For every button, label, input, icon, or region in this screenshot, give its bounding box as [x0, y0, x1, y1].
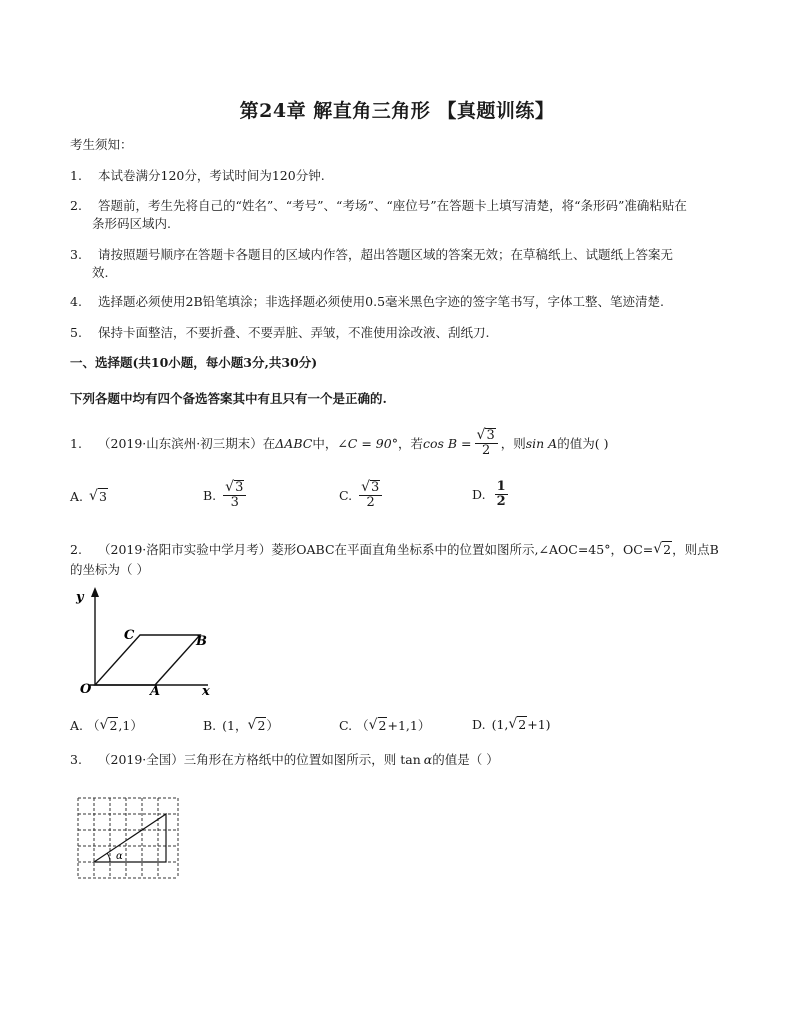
- point-c-label: C: [124, 628, 135, 643]
- notice-item-2-cont: 条形码区域内.: [92, 216, 171, 231]
- question-2-cont: 的坐标为（ ）: [70, 562, 149, 577]
- rhombus-coordinate-figure: [70, 585, 220, 697]
- q1-option-c: C. √ 3 2: [339, 480, 385, 511]
- notice-item-2: 2. 答题前，考生先将自己的“姓名”、“考号”、“考场”、“座位号”在答题卡上填写清楚，将“条形码”准确粘贴在: [70, 198, 687, 213]
- question-3: 3. （2019·全国）三角形在方格纸中的位置如图所示，则 tan α 的值是（ ）: [70, 751, 499, 767]
- notice-item-3-cont: 效.: [92, 265, 109, 280]
- point-o-label: O: [80, 682, 92, 697]
- q2-option-b: B. (1， √ 2 ）: [203, 717, 279, 733]
- notice-item-5: 5. 保持卡面整洁，不要折叠、不要弄脏、弄皱，不准使用涂改液、刮纸刀.: [70, 325, 490, 340]
- q2-option-c: C. （ √ 2 +1,1）: [339, 717, 431, 733]
- x-axis-label: x: [202, 684, 210, 697]
- notice-heading: 考生须知：: [70, 137, 133, 152]
- y-axis-label: y: [76, 590, 84, 605]
- q1-option-d: D. $\frac{1}{2}$: [472, 479, 506, 510]
- question-2: 2. （2019·洛阳市实验中学月考）菱形OABC在平面直角坐标系中的位置如图所示,∠AOC=45°，OC= √ 2 ，则点B: [70, 541, 719, 557]
- notice-item-1: 1. 本试卷满分120分，考试时间为120分钟.: [70, 168, 325, 183]
- question-1: 1. （2019·山东滨州·初三期末）在 ΔABC 中， ∠C = 90° ，若 cos B = √ 3 2 ，则 sin A 的值为( ): [70, 427, 609, 459]
- triangle: [94, 814, 166, 862]
- grid-triangle-figure: [76, 796, 182, 882]
- section-heading: 一、选择题(共10小题，每小题3分,共30分): [70, 355, 318, 370]
- point-b-label: B: [196, 634, 207, 649]
- notice-item-4: 4. 选择题必须使用2B铅笔填涂；非选择题必须使用0.5毫米黑色字迹的签字笔书写，字体工整、笔迹清楚.: [70, 294, 664, 309]
- point-a-label: A: [150, 684, 161, 697]
- q2-option-d: D. (1, √ 2 +1): [472, 716, 551, 732]
- notice-item-3: 3. 请按照题号顺序在答题卡各题目的区域内作答，超出答题区域的答案无效；在草稿纸上、试题纸上答案无: [70, 247, 674, 262]
- q1-option-a: A. √ 3: [70, 488, 107, 504]
- alpha-label: α: [116, 851, 123, 862]
- section-instruction: 下列各题中均有四个备选答案其中有且只有一个是正确的.: [70, 391, 387, 406]
- y-axis: [91, 587, 99, 685]
- q1-option-b: B. √ 3 3: [203, 480, 249, 511]
- cos-fraction: √ 3 2: [475, 428, 498, 459]
- rhombus-oabc: [95, 635, 200, 685]
- page-title: 第24章 解直角三角形 【真题训练】: [239, 100, 555, 122]
- dashed-grid: [78, 798, 178, 878]
- q2-option-a: A. （ √ 2 ,1）: [70, 717, 143, 733]
